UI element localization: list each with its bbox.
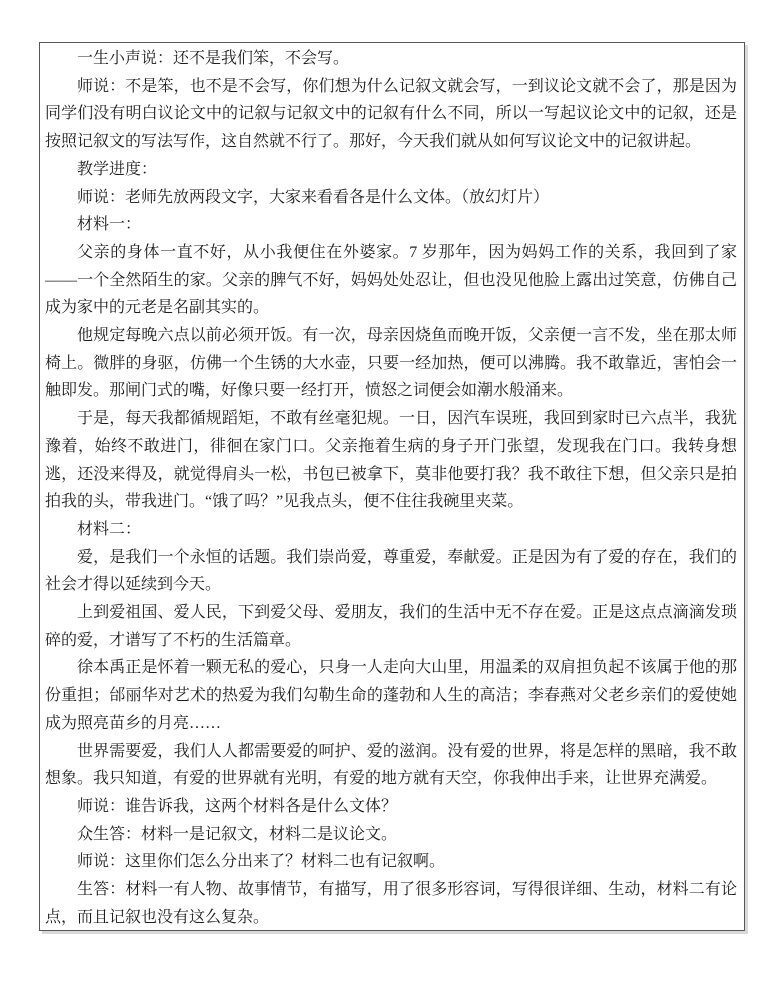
paragraph: 一生小声说：还不是我们笨，不会写。 [77,50,350,67]
paragraph: 父亲的身体一直不好，从小我便住在外婆家。7 岁那年，因为妈妈工作的关系，我回到了家——一个全然陌生的家。父亲的脾气不好，妈妈处处忍让，但也没见他脸上露出过笑意，仿佛自己成为家中的元老是名副其实的。 [45,243,737,317]
paragraph: 徐本禹正是怀着一颗无私的爱心，只身一人走向大山里，用温柔的双肩担负起不该属于他的那份重担；邰丽华对艺术的热爱为我们勾勒生命的蓬勃和人生的高洁；李春燕对父老乡亲们的爱使她成为照亮苗乡的月亮…… [45,659,737,732]
paragraph: 师说：这里你们怎么分出来了？材料二也有记叙啊。 [77,853,446,871]
paragraph: 材料一： [77,216,142,234]
paragraph: 师说：不是笨，也不是不会写，你们想为什么记叙文就会写，一到议论文就不会了，那是因为同学们没有明白议论文中的记叙与记叙文中的记叙有什么不同，所以一写起议论文中的记叙，还是按照记叙文的写法写作，这自然就不行了。那好，今天我们就从如何写议论文中的记叙讲起。 [45,77,737,151]
paragraph: 生答：材料一有人物、故事情节，有描写，用了很多形容词，写得很详细、生动，材料二有论点，而且记叙也没有这么复杂。 [45,881,737,926]
paragraph: 众生答：材料一是记叙文，材料二是议论文。 [77,825,398,843]
paragraph: 教学进度： [77,160,158,178]
document-frame [39,42,745,931]
paragraph: 爱，是我们一个永恒的话题。我们崇尚爱，尊重爱，奉献爱。正是因为有了爱的存在，我们的社会才得以延续到今天。 [45,548,737,594]
document-body [45,45,737,931]
paragraph: 他规定每晚六点以前必须开饭。有一次，母亲因烧鱼而晚开饭，父亲便一言不发，坐在那太师椅上。微胖的身驱，仿佛一个生锈的大水壶，只要一经加热，便可以沸腾。我不敢靠近，害怕会一触即发。那闸门式的嘴，好像只要一经打开，愤怒之词便会如潮水般涌来。 [45,327,737,400]
paragraph: 材料二： [77,520,142,538]
paragraph: 世界需要爱，我们人人都需要爱的呵护、爱的滋润。没有爱的世界，将是怎样的黑暗，我不敢想象。我只知道，有爱的世界就有光明，有爱的地方就有天空，你我伸出手来，让世界充满爱。 [45,742,737,788]
paragraph: 于是，每天我都循规蹈矩，不敢有丝毫犯规。一日，因汽车误班，我回到家时已六点半，我犹豫着，始终不敢进门，徘徊在家门口。父亲拖着生病的身子开门张望，发现我在门口。我转身想逃，还没来得及，就觉得肩头一松，书包已被拿下，莫非他要打我？我不敢往下想，但父亲只是拍拍我的头，带我进门。“饿了吗？”见我点头，便不住往我碗里夹菜。 [45,410,737,511]
paragraph: 师说：谁告诉我，这两个材料各是什么文体？ [77,797,398,815]
paragraph: 上到爱祖国、爱人民，下到爱父母、爱朋友，我们的生活中无不存在爱。正是这点点滴滴发琐碎的爱，才谱写了不朽的生活篇章。 [45,604,737,649]
paragraph: 师说：老师先放两段文字，大家来看看各是什么文体。（放幻灯片） [77,188,550,206]
